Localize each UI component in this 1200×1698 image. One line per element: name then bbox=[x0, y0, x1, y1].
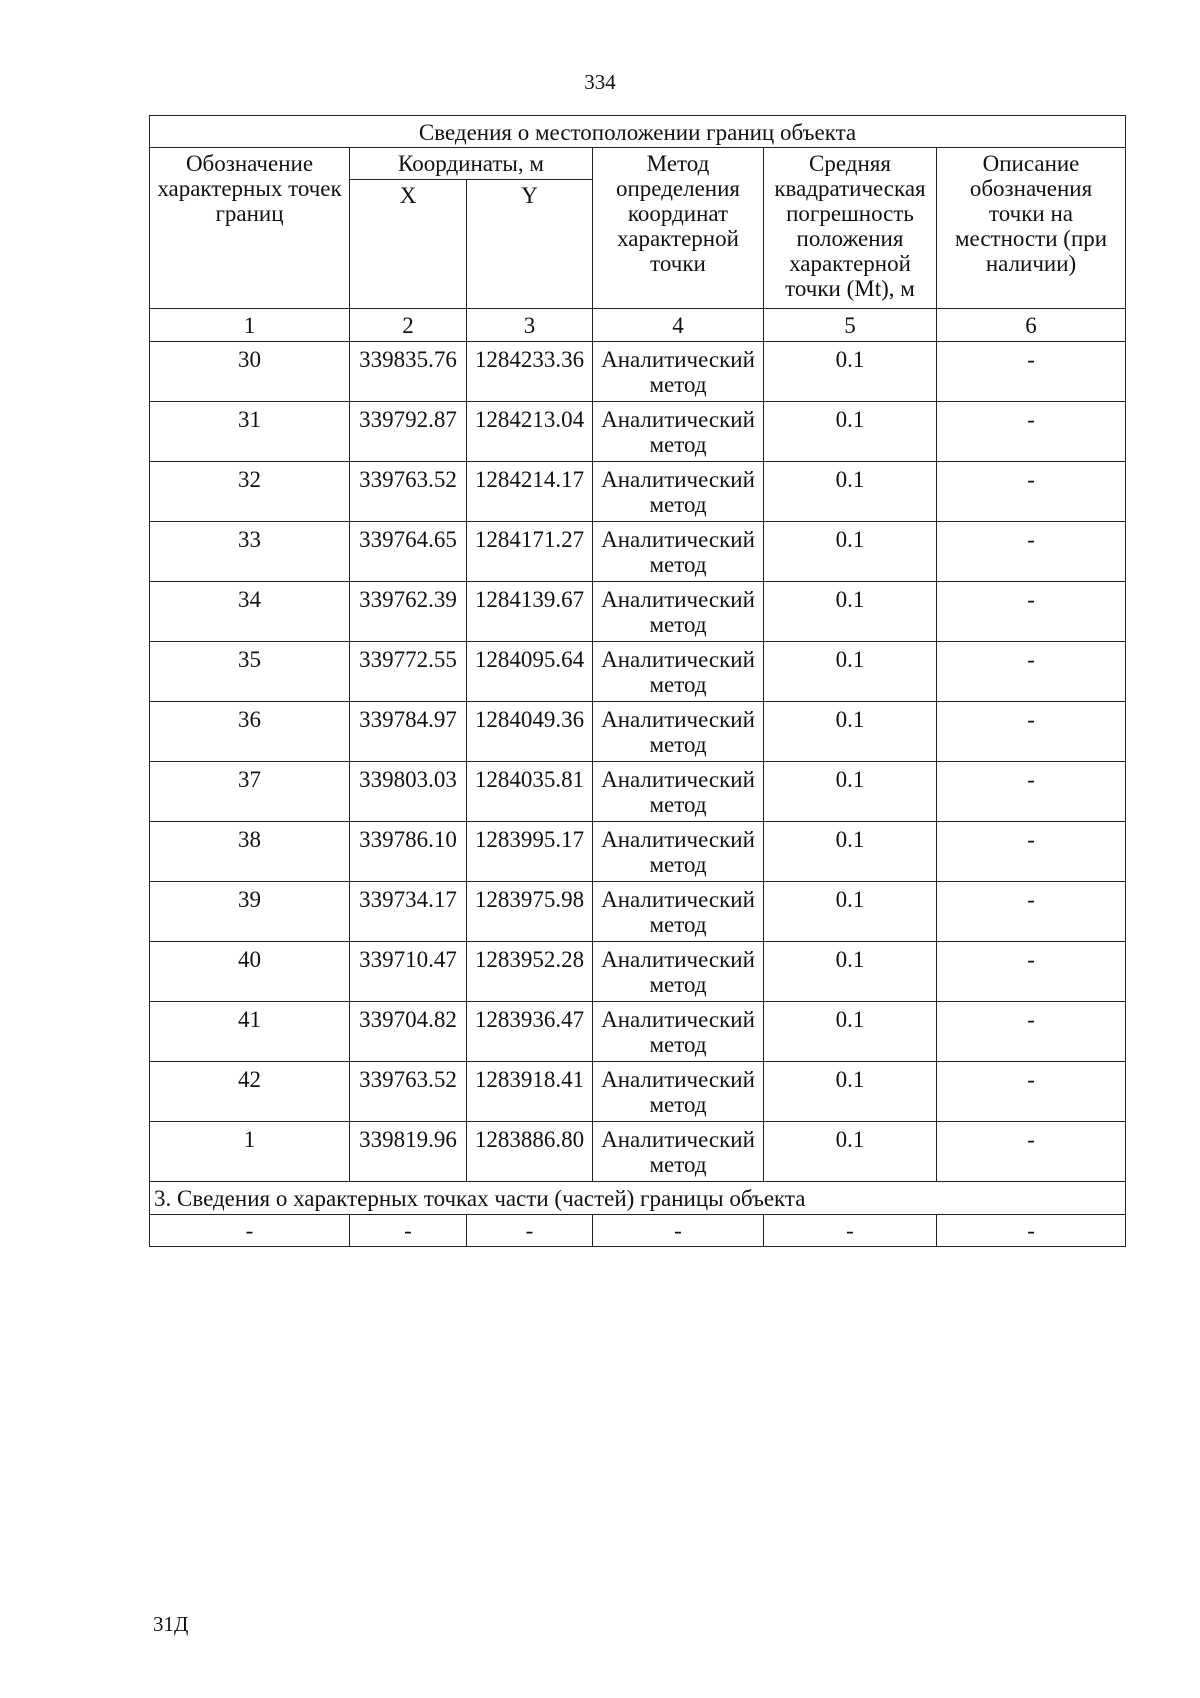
table-row bbox=[150, 1122, 1126, 1182]
section3-title: 3. Сведения о характерных точках части (частей) границы объекта bbox=[150, 1182, 1126, 1215]
y-coordinate-cell: 1283952.28 bbox=[467, 942, 593, 1002]
error-cell: 0.1 bbox=[764, 942, 937, 1002]
point-cell: 35 bbox=[150, 642, 350, 702]
x-coordinate-cell: 339710.47 bbox=[350, 942, 467, 1002]
y-coordinate-cell: 1283975.98 bbox=[467, 882, 593, 942]
column-numbers-row bbox=[150, 309, 1126, 342]
method-cell: Аналитический метод bbox=[593, 522, 764, 582]
table-row bbox=[150, 522, 1126, 582]
table-row bbox=[150, 942, 1126, 1002]
y-coordinate-cell: 1284049.36 bbox=[467, 702, 593, 762]
error-cell: 0.1 bbox=[764, 402, 937, 462]
header-description: Описание обозначения точки на местности (при наличии) bbox=[937, 148, 1126, 309]
description-cell: - bbox=[937, 342, 1126, 402]
column-number: 6 bbox=[937, 309, 1126, 342]
method-cell: Аналитический метод bbox=[593, 1122, 764, 1182]
description-cell: - bbox=[937, 1122, 1126, 1182]
x-coordinate-cell: 339704.82 bbox=[350, 1002, 467, 1062]
point-cell: 30 bbox=[150, 342, 350, 402]
header-y: Y bbox=[467, 180, 593, 309]
error-cell: 0.1 bbox=[764, 582, 937, 642]
y-coordinate-cell: 1284214.17 bbox=[467, 462, 593, 522]
y-coordinate-cell: 1283918.41 bbox=[467, 1062, 593, 1122]
header-error: Средняя квадратическая погрешность положения характерной точки (Mt), м bbox=[764, 148, 937, 309]
point-cell: 39 bbox=[150, 882, 350, 942]
point-cell: 41 bbox=[150, 1002, 350, 1062]
y-coordinate-cell: 1284233.36 bbox=[467, 342, 593, 402]
description-cell: - bbox=[937, 1002, 1126, 1062]
section3-row bbox=[150, 1215, 1126, 1247]
header-coords: Координаты, м bbox=[350, 148, 593, 180]
description-cell: - bbox=[937, 702, 1126, 762]
description-cell: - bbox=[937, 762, 1126, 822]
method-cell: Аналитический метод bbox=[593, 1002, 764, 1062]
y-coordinate-cell: 1283995.17 bbox=[467, 822, 593, 882]
description-cell: - bbox=[937, 882, 1126, 942]
x-coordinate-cell: 339734.17 bbox=[350, 882, 467, 942]
x-coordinate-cell: 339764.65 bbox=[350, 522, 467, 582]
table-title: Сведения о местоположении границ объекта bbox=[150, 116, 1126, 148]
point-cell: 1 bbox=[150, 1122, 350, 1182]
section3-cell: - bbox=[467, 1215, 593, 1247]
table-row bbox=[150, 462, 1126, 522]
column-number: 2 bbox=[350, 309, 467, 342]
error-cell: 0.1 bbox=[764, 702, 937, 762]
error-cell: 0.1 bbox=[764, 882, 937, 942]
y-coordinate-cell: 1284035.81 bbox=[467, 762, 593, 822]
column-number: 4 bbox=[593, 309, 764, 342]
table-row bbox=[150, 1002, 1126, 1062]
method-cell: Аналитический метод bbox=[593, 582, 764, 642]
x-coordinate-cell: 339792.87 bbox=[350, 402, 467, 462]
x-coordinate-cell: 339772.55 bbox=[350, 642, 467, 702]
error-cell: 0.1 bbox=[764, 642, 937, 702]
table-row bbox=[150, 342, 1126, 402]
point-cell: 34 bbox=[150, 582, 350, 642]
method-cell: Аналитический метод bbox=[593, 822, 764, 882]
column-number: 3 bbox=[467, 309, 593, 342]
y-coordinate-cell: 1283886.80 bbox=[467, 1122, 593, 1182]
description-cell: - bbox=[937, 822, 1126, 882]
x-coordinate-cell: 339763.52 bbox=[350, 462, 467, 522]
method-cell: Аналитический метод bbox=[593, 642, 764, 702]
x-coordinate-cell: 339762.39 bbox=[350, 582, 467, 642]
y-coordinate-cell: 1284139.67 bbox=[467, 582, 593, 642]
table-row bbox=[150, 402, 1126, 462]
point-cell: 33 bbox=[150, 522, 350, 582]
page-number: 334 bbox=[584, 70, 616, 94]
error-cell: 0.1 bbox=[764, 462, 937, 522]
section3-cell: - bbox=[593, 1215, 764, 1247]
description-cell: - bbox=[937, 522, 1126, 582]
x-coordinate-cell: 339835.76 bbox=[350, 342, 467, 402]
header-method: Метод определения координат характерной точки bbox=[593, 148, 764, 309]
document-code: 31Д bbox=[153, 1612, 189, 1636]
error-cell: 0.1 bbox=[764, 822, 937, 882]
description-cell: - bbox=[937, 402, 1126, 462]
error-cell: 0.1 bbox=[764, 522, 937, 582]
point-cell: 38 bbox=[150, 822, 350, 882]
table-row bbox=[150, 822, 1126, 882]
y-coordinate-cell: 1283936.47 bbox=[467, 1002, 593, 1062]
column-number: 1 bbox=[150, 309, 350, 342]
boundary-coordinates-table bbox=[149, 115, 1126, 1247]
header-x: X bbox=[350, 180, 467, 309]
section3-cell: - bbox=[937, 1215, 1126, 1247]
header-point: Обозначение характерных точек границ bbox=[150, 148, 350, 309]
point-cell: 37 bbox=[150, 762, 350, 822]
error-cell: 0.1 bbox=[764, 1062, 937, 1122]
error-cell: 0.1 bbox=[764, 762, 937, 822]
section3-cell: - bbox=[764, 1215, 937, 1247]
x-coordinate-cell: 339786.10 bbox=[350, 822, 467, 882]
table-row bbox=[150, 1062, 1126, 1122]
error-cell: 0.1 bbox=[764, 1002, 937, 1062]
section3-cell: - bbox=[350, 1215, 467, 1247]
method-cell: Аналитический метод bbox=[593, 342, 764, 402]
description-cell: - bbox=[937, 462, 1126, 522]
section3-cell: - bbox=[150, 1215, 350, 1247]
method-cell: Аналитический метод bbox=[593, 402, 764, 462]
table-row bbox=[150, 762, 1126, 822]
description-cell: - bbox=[937, 942, 1126, 1002]
description-cell: - bbox=[937, 642, 1126, 702]
table-row bbox=[150, 702, 1126, 762]
table-row bbox=[150, 642, 1126, 702]
y-coordinate-cell: 1284213.04 bbox=[467, 402, 593, 462]
x-coordinate-cell: 339784.97 bbox=[350, 702, 467, 762]
method-cell: Аналитический метод bbox=[593, 462, 764, 522]
point-cell: 32 bbox=[150, 462, 350, 522]
x-coordinate-cell: 339763.52 bbox=[350, 1062, 467, 1122]
method-cell: Аналитический метод bbox=[593, 1062, 764, 1122]
column-number: 5 bbox=[764, 309, 937, 342]
x-coordinate-cell: 339819.96 bbox=[350, 1122, 467, 1182]
table-row bbox=[150, 582, 1126, 642]
method-cell: Аналитический метод bbox=[593, 702, 764, 762]
x-coordinate-cell: 339803.03 bbox=[350, 762, 467, 822]
point-cell: 40 bbox=[150, 942, 350, 1002]
description-cell: - bbox=[937, 582, 1126, 642]
y-coordinate-cell: 1284095.64 bbox=[467, 642, 593, 702]
error-cell: 0.1 bbox=[764, 1122, 937, 1182]
point-cell: 36 bbox=[150, 702, 350, 762]
description-cell: - bbox=[937, 1062, 1126, 1122]
method-cell: Аналитический метод bbox=[593, 882, 764, 942]
error-cell: 0.1 bbox=[764, 342, 937, 402]
method-cell: Аналитический метод bbox=[593, 762, 764, 822]
point-cell: 42 bbox=[150, 1062, 350, 1122]
y-coordinate-cell: 1284171.27 bbox=[467, 522, 593, 582]
table-row bbox=[150, 882, 1126, 942]
method-cell: Аналитический метод bbox=[593, 942, 764, 1002]
point-cell: 31 bbox=[150, 402, 350, 462]
